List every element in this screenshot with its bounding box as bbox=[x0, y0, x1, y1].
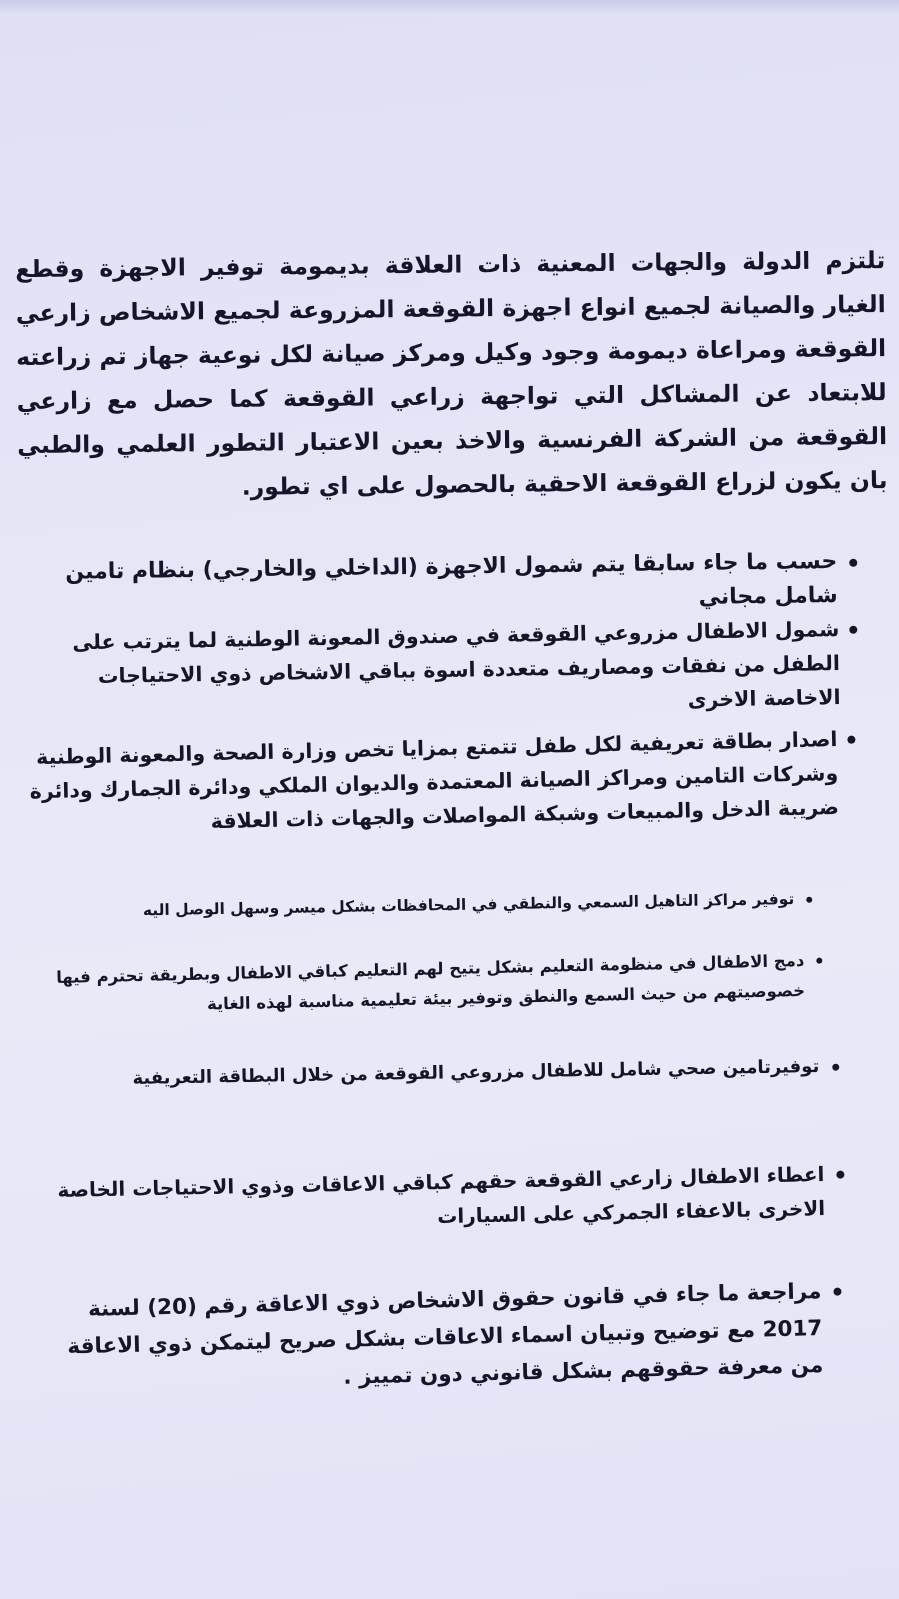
bullet-icon bbox=[847, 736, 855, 744]
bullet-icon bbox=[832, 1064, 839, 1071]
list-item bbox=[57, 545, 838, 624]
list-item bbox=[99, 1052, 819, 1095]
bullet-icon bbox=[836, 1171, 844, 1179]
bullet-icon bbox=[833, 1288, 841, 1296]
list-item-text: اصدار بطاقة تعريفية لكل طفل تتمتع بمزايا تخص وزارة الصحة والمعونة الوطنية وشركات التامين ومراكز الصيانة المعتمدة والديوان الملكي ودائرة الجمارك ودائرة ضريبة الدخل والمبيعات وشبكة المواصلات والجهات ذات العلاقة bbox=[29, 726, 840, 834]
bullet-icon bbox=[849, 559, 857, 567]
bullet-icon bbox=[849, 626, 857, 634]
list-item-text: شمول الاطفال مزروعي القوقعة في صندوق المعونة الوطنية لما يترتب على الطفل من نفقات ومصاريف متعددة اسوة بباقي الاشخاص ذوي الاحتياجات الاخاصة الاخرى bbox=[72, 616, 841, 712]
list-item-text: دمج الاطفال في منظومة التعليم بشكل يتيح لهم التعليم كباقي الاطفال وبطريقة تحترم فيها خصوصيتهم من حيث السمع والنطق وتوفير بيئة تعليمية مناسبة لهذه الغاية bbox=[56, 950, 806, 1014]
bullet-icon bbox=[806, 897, 812, 903]
list-item-text: حسب ما جاء سابقا يتم شمول الاجهزة (الداخلي والخارجي) بنظام تامين شامل مجاني bbox=[65, 548, 838, 610]
list-item bbox=[39, 612, 841, 728]
list-item-text: توفيرتامين صحي شامل للاطفال مزروعي القوقعة من خلال البطاقة التعريفية bbox=[132, 1055, 820, 1089]
list-item bbox=[44, 946, 805, 1023]
list-item bbox=[41, 1273, 823, 1403]
list-item-text: توفير مراكز التاهيل السمعي والنطقي في المحافظات بشكل ميسر وسهل الوصل اليه bbox=[142, 889, 795, 920]
list-item bbox=[17, 722, 839, 843]
intro-paragraph: تلتزم الدولة والجهات المعنية ذات العلاقة بديمومة توفير الاجهزة وقطع الغيار والصيانة لجميع انواع اجهزة القوقعة المزروعة لجميع الاشخاص زارعي القوقعة ومراعاة ديمومة وجود وكيل ومركز صيانة لكل نوعية جهاز تم زراعته للابتعاد عن المشاكل التي تواجهة زراعي القوقعة كما حصل مع زارعي القوقعة من الشركة الفرنسية والاخذ بعين الاعتبار التطور العلمي والطبي بان يكون لزراع القوقعة الاحقية بالحصول على اي تطور. bbox=[15, 245, 888, 501]
bullet-icon bbox=[816, 958, 822, 964]
list-item-text: مراجعة ما جاء في قانون حقوق الاشخاص ذوي الاعاقة رقم (20) لسنة 2017 مع توضيح وتبيان اسماء الاعاقات بشكل صريح ليتمكن ذوي الاعاقة من معرفة حقوقهم بشكل قانوني دون تمييز . bbox=[67, 1278, 824, 1390]
list-item-text: اعطاء الاطفال زارعي القوقعة حقهم كباقي الاعاقات وذوي الاحتياجات الخاصة الاخرى بالاعفاء الجمركي على السيارات bbox=[57, 1161, 826, 1229]
list-item bbox=[44, 1157, 825, 1241]
list-item bbox=[94, 885, 794, 925]
